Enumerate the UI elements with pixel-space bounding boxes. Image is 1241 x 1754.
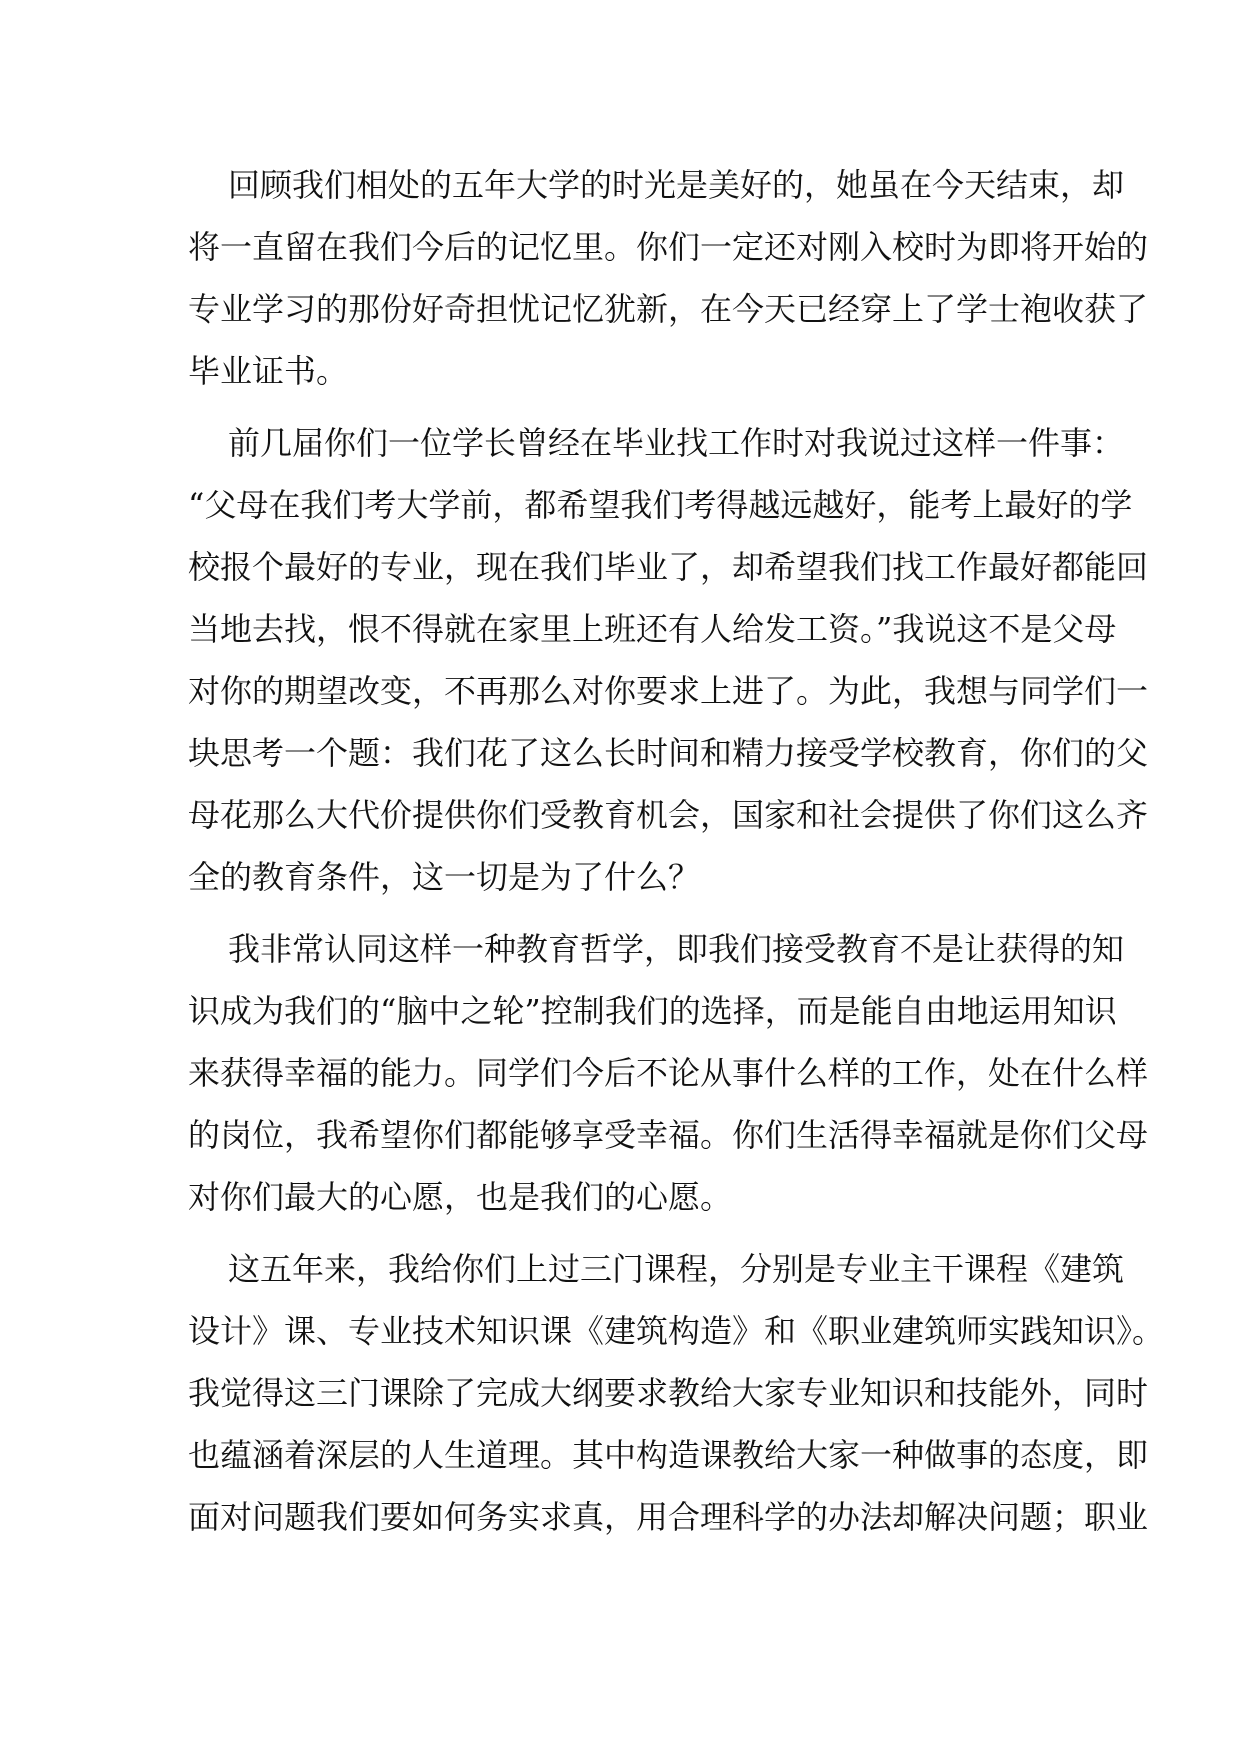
paragraph-gap bbox=[188, 1228, 1054, 1238]
paragraph-line: 设计》课、专业技术知识课《建筑构造》和《职业建筑师实践知识》。 bbox=[188, 1312, 1165, 1350]
paragraph-line: 对你们最大的心愿，也是我们的心愿。 bbox=[188, 1178, 733, 1216]
paragraph-line: 校报个最好的专业，现在我们毕业了，却希望我们找工作最好都能回 bbox=[188, 548, 1149, 586]
paragraph-line: “父母在我们考大学前，都希望我们考得越远越好，能考上最好的学 bbox=[188, 486, 1133, 524]
paragraph-line: 毕业证书。 bbox=[188, 352, 349, 390]
paragraph-line: 当地去找，恨不得就在家里上班还有人给发工资。”我说这不是父母 bbox=[188, 610, 1117, 648]
paragraph-line: 回顾我们相处的五年大学的时光是美好的，她虽在今天结束，却 bbox=[228, 166, 1125, 204]
paragraph-gap bbox=[188, 908, 1054, 918]
paragraph-line: 识成为我们的“脑中之轮”控制我们的选择，而是能自由地运用知识 bbox=[188, 992, 1117, 1030]
paragraph-line: 的岗位，我希望你们都能够享受幸福。你们生活得幸福就是你们父母 bbox=[188, 1116, 1149, 1154]
paragraph-3 bbox=[188, 918, 1149, 1228]
paragraph-line: 将一直留在我们今后的记忆里。你们一定还对刚入校时为即将开始的 bbox=[188, 228, 1149, 266]
paragraph-line: 专业学习的那份好奇担忧记忆犹新，在今天已经穿上了学士袍收获了 bbox=[188, 290, 1149, 328]
paragraph-line: 来获得幸福的能力。同学们今后不论从事什么样的工作，处在什么样 bbox=[188, 1054, 1149, 1092]
paragraph-line: 全的教育条件，这一切是为了什么？ bbox=[188, 858, 701, 896]
paragraph-line: 前几届你们一位学长曾经在毕业找工作时对我说过这样一件事： bbox=[228, 424, 1125, 462]
paragraph-line: 我觉得这三门课除了完成大纲要求教给大家专业知识和技能外，同时 bbox=[188, 1374, 1149, 1412]
paragraph-line: 也蕴涵着深层的人生道理。其中构造课教给大家一种做事的态度，即 bbox=[188, 1436, 1149, 1474]
paragraph-2 bbox=[188, 412, 1149, 908]
paragraph-line: 对你的期望改变，不再那么对你要求上进了。为此，我想与同学们一 bbox=[188, 672, 1149, 710]
paragraph-line: 我非常认同这样一种教育哲学，即我们接受教育不是让获得的知 bbox=[228, 930, 1125, 968]
paragraph-line: 这五年来，我给你们上过三门课程，分别是专业主干课程《建筑 bbox=[228, 1250, 1125, 1288]
paragraph-1 bbox=[188, 154, 1149, 402]
paragraph-line: 块思考一个题：我们花了这么长时间和精力接受学校教育，你们的父 bbox=[188, 734, 1149, 772]
paragraph-line: 母花那么大代价提供你们受教育机会，国家和社会提供了你们这么齐 bbox=[188, 796, 1149, 834]
document-body bbox=[188, 154, 1165, 1548]
paragraph-4 bbox=[188, 1238, 1165, 1548]
paragraph-line: 面对问题我们要如何务实求真，用合理科学的办法却解决问题；职业 bbox=[188, 1498, 1149, 1536]
paragraph-gap bbox=[188, 402, 1054, 412]
